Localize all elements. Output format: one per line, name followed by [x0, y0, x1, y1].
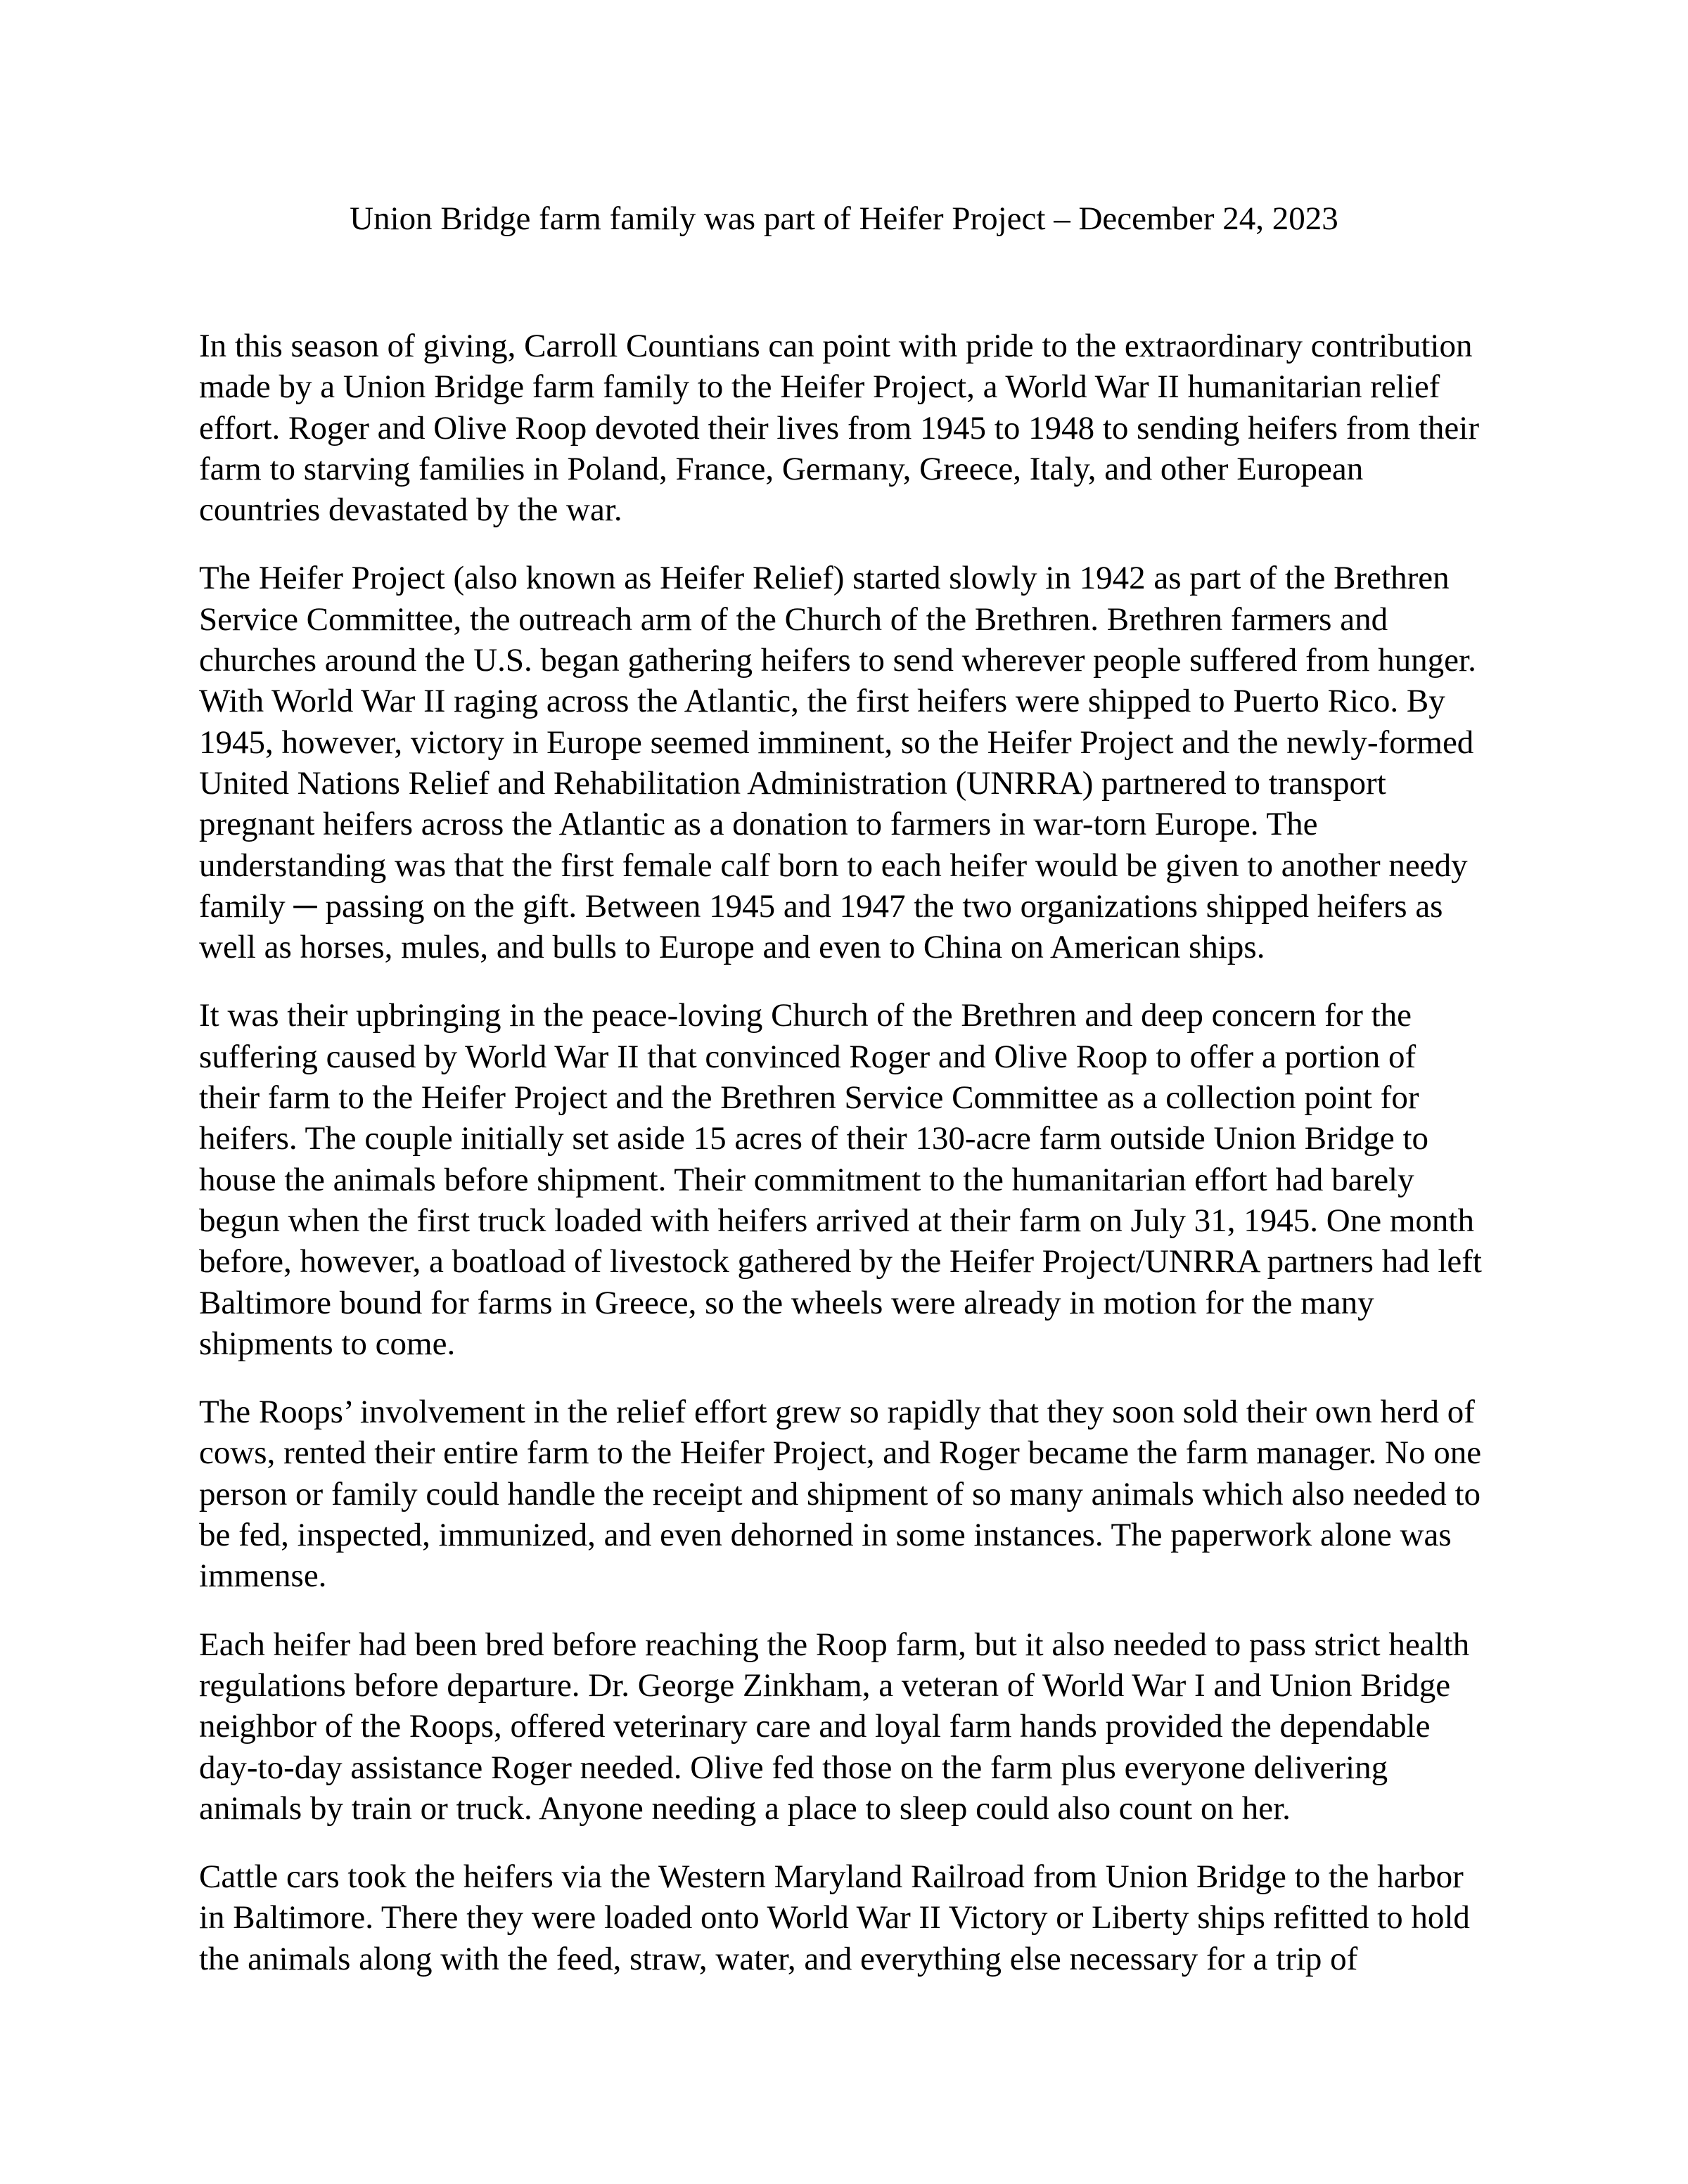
text-line: the animals along with the feed, straw, water, and everything else necessary for a trip of [199, 1940, 1358, 1977]
text-line: In this season of giving, Carroll Countians can point with pride to the extraordinary contribution [199, 328, 1473, 364]
text-line: begun when the first truck loaded with heifers arrived at their farm on July 31, 1945. One month [199, 1202, 1474, 1239]
text-line: animals by train or truck. Anyone needing a place to sleep could also count on her. [199, 1790, 1291, 1827]
paragraph [199, 1392, 1486, 1596]
text-line: The Heifer Project (also known as Heifer Relief) started slowly in 1942 as part of the Brethren [199, 560, 1450, 597]
text-line: 1945, however, victory in Europe seemed imminent, so the Heifer Project and the newly-formed [199, 724, 1474, 761]
text-line: person or family could handle the receipt and shipment of so many animals which also needed to [199, 1475, 1481, 1512]
text-line: Each heifer had been bred before reaching the Roop farm, but it also needed to pass strict health [199, 1626, 1470, 1663]
text-line: effort. Roger and Olive Roop devoted their lives from 1945 to 1948 to sending heifers from their [199, 409, 1479, 447]
text-line: pregnant heifers across the Atlantic as a donation to farmers in war-torn Europe. The [199, 806, 1318, 843]
text-line: countries devastated by the war. [199, 492, 622, 529]
text-line: heifers. The couple initially set aside 15 acres of their 130-acre farm outside Union Bridge to [199, 1120, 1429, 1157]
text-line: The Roops’ involvement in the relief effort grew so rapidly that they soon sold their own herd of [199, 1394, 1475, 1431]
text-line: neighbor of the Roops, offered veterinary care and loyal farm hands provided the dependable [199, 1708, 1431, 1745]
paragraph [199, 1624, 1486, 1829]
text-line: shipments to come. [199, 1325, 456, 1362]
paragraph [199, 995, 1486, 1364]
text-line: cows, rented their entire farm to the Heifer Project, and Roger became the farm manager. No one [199, 1434, 1482, 1472]
text-line: family ─ passing on the gift. Between 1945 and 1947 the two organizations shipped heifers as [199, 887, 1443, 925]
text-line: United Nations Relief and Rehabilitation Administration (UNRRA) partnered to transport [199, 764, 1386, 802]
text-line: Baltimore bound for farms in Greece, so the wheels were already in motion for the many [199, 1284, 1374, 1321]
text-line: With World War II raging across the Atlantic, the first heifers were shipped to Puerto Rico. By [199, 683, 1445, 720]
paragraph [199, 1856, 1486, 1979]
text-line: their farm to the Heifer Project and the Brethren Service Committee as a collection point for [199, 1079, 1419, 1117]
text-line: day-to-day assistance Roger needed. Olive fed those on the farm plus everyone delivering [199, 1749, 1388, 1786]
text-line: house the animals before shipment. Their commitment to the humanitarian effort had barely [199, 1161, 1414, 1198]
text-line: immense. [199, 1557, 327, 1595]
text-line: in Baltimore. There they were loaded onto World War II Victory or Liberty ships refitted to hold [199, 1899, 1470, 1936]
text-line: understanding was that the first female calf born to each heifer would be given to another needy [199, 847, 1468, 884]
paragraph [199, 558, 1486, 968]
text-line: It was their upbringing in the peace-loving Church of the Brethren and deep concern for the [199, 997, 1412, 1034]
text-line: churches around the U.S. began gathering heifers to send wherever people suffered from hunger. [199, 642, 1476, 679]
text-line: suffering caused by World War II that convinced Roger and Olive Roop to offer a portion of [199, 1038, 1417, 1075]
text-line: well as horses, mules, and bulls to Europe and even to China on American ships. [199, 929, 1265, 966]
text-line: be fed, inspected, immunized, and even dehorned in some instances. The paperwork alone was [199, 1517, 1452, 1554]
text-line: made by a Union Bridge farm family to the Heifer Project, a World War II humanitarian relief [199, 368, 1440, 406]
document-body [199, 326, 1486, 2007]
text-line: farm to starving families in Poland, France, Germany, Greece, Italy, and other European [199, 450, 1364, 487]
text-line: regulations before departure. Dr. George Zinkham, a veteran of World War I and Union Bridge [199, 1666, 1451, 1704]
text-line: Cattle cars took the heifers via the Western Maryland Railroad from Union Bridge to the harbor [199, 1858, 1464, 1896]
text-line: before, however, a boatload of livestock gathered by the Heifer Project/UNRRA partners had left [199, 1243, 1482, 1280]
document-title: Union Bridge farm family was part of Heifer Project – December 24, 2023 [350, 200, 1338, 237]
text-line: Service Committee, the outreach arm of the Church of the Brethren. Brethren farmers and [199, 600, 1388, 638]
paragraph [199, 326, 1486, 530]
